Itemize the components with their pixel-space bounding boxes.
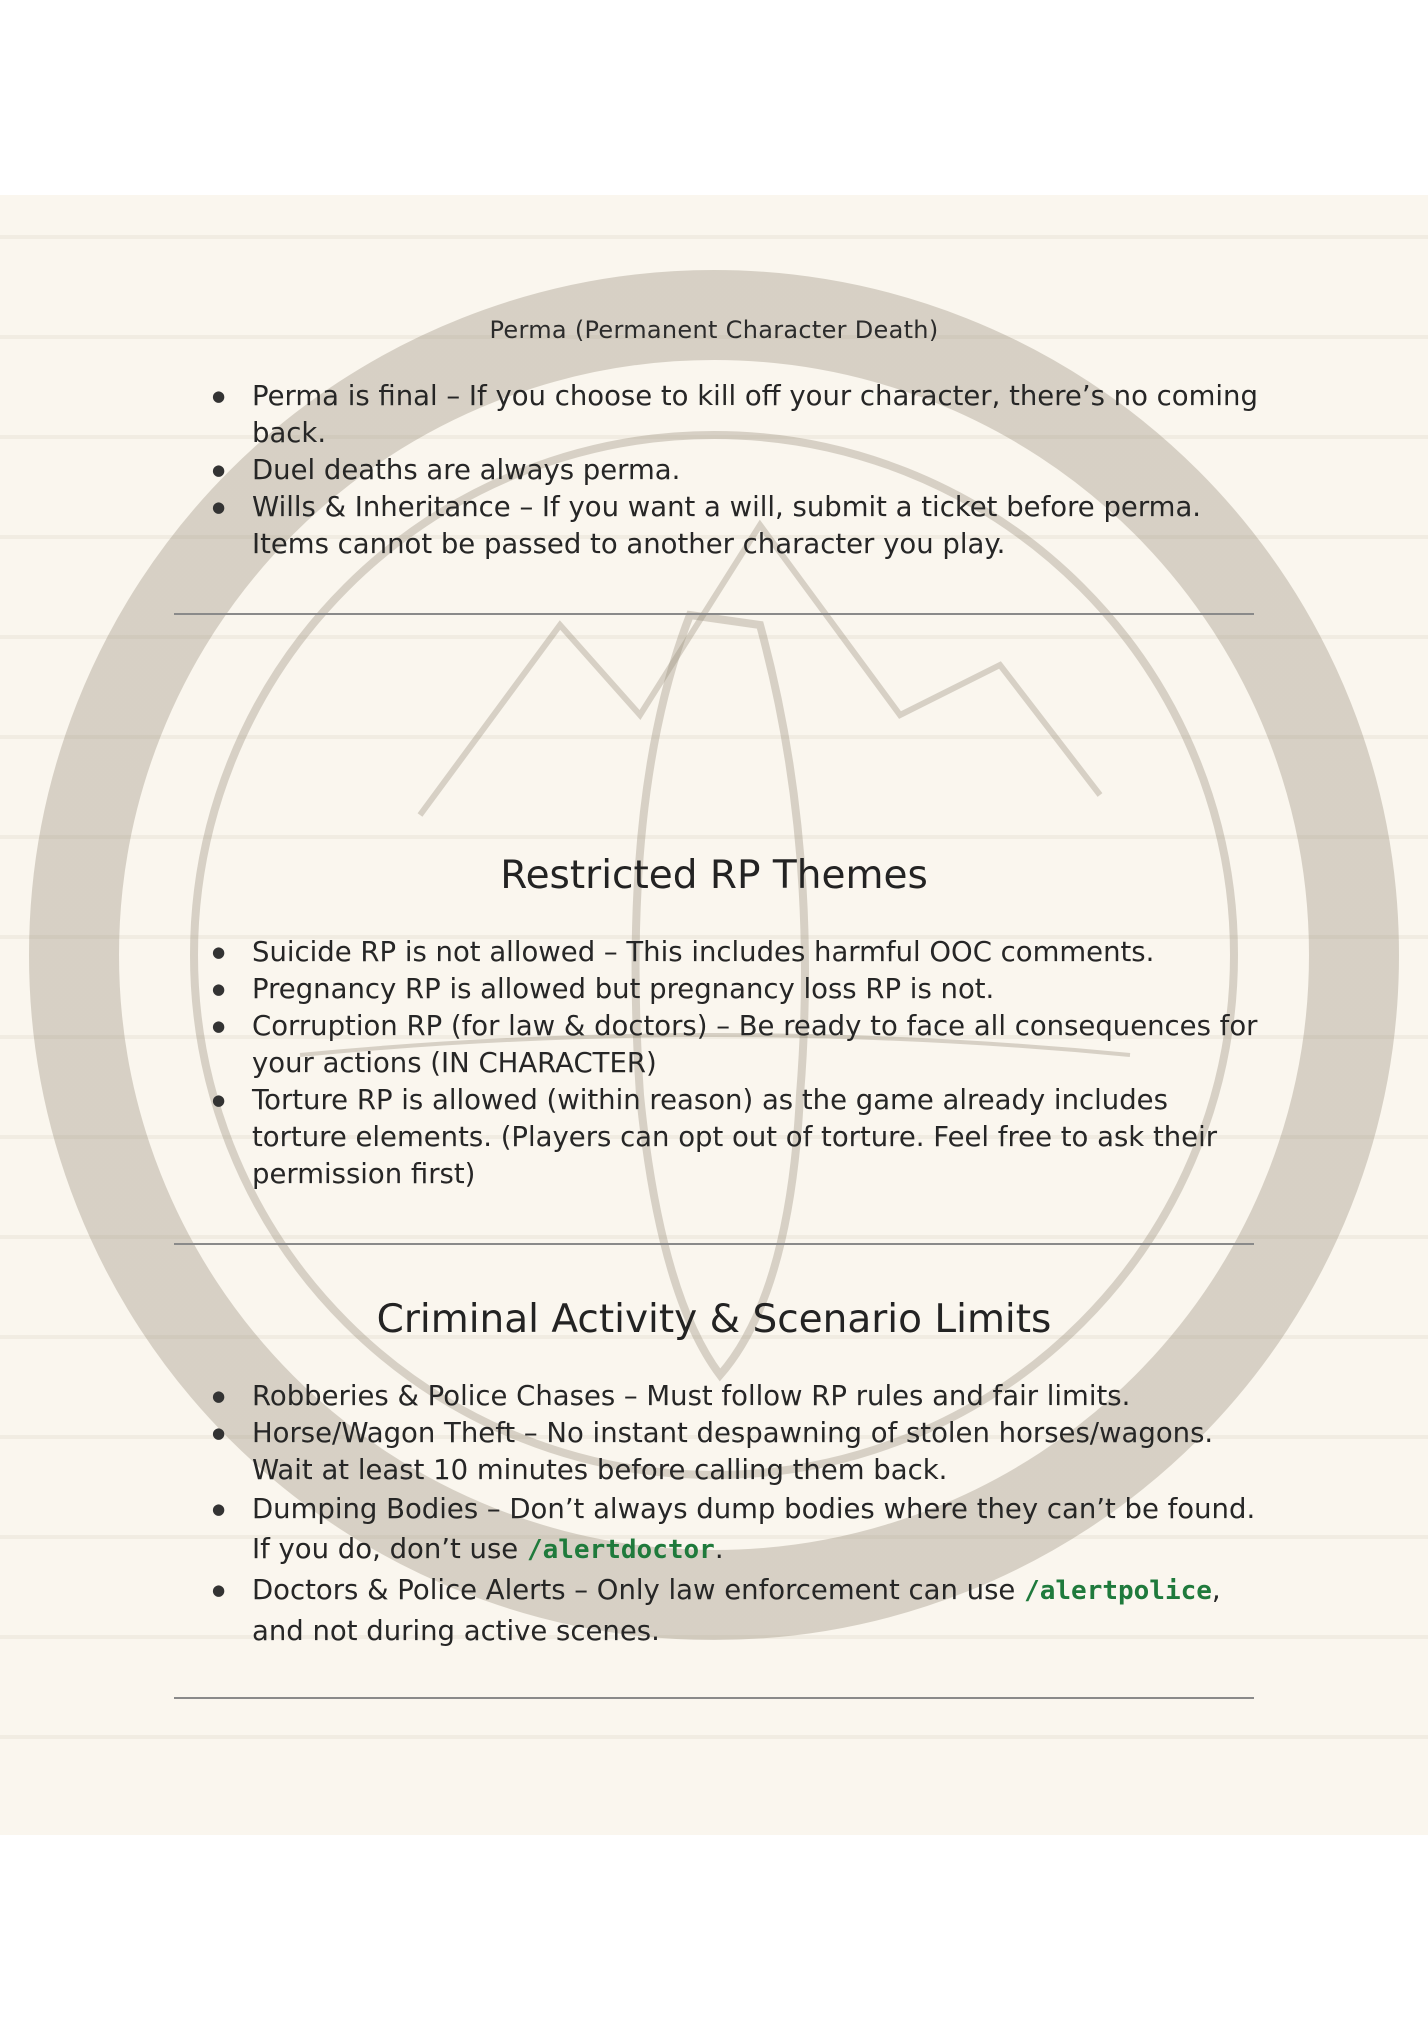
alertdoctor-command: /alertdoctor xyxy=(526,1535,715,1565)
list-item xyxy=(210,1570,1270,1651)
restricted-section-title: Restricted RP Themes xyxy=(500,853,928,898)
list-item: ● Pregnancy RP is allowed but pregnancy loss RP is not. xyxy=(210,971,1270,1008)
criminal-rules-list xyxy=(210,1378,1270,1651)
alerts-end: , and not during active scenes. xyxy=(252,1574,1221,1647)
perma-rules-list xyxy=(210,378,1270,563)
list-item: ● Duel deaths are always perma. xyxy=(210,452,1270,489)
alertpolice-command: /alertpolice xyxy=(1024,1576,1212,1606)
list-item: ● Suicide RP is not allowed – This includes harmful OOC comments. xyxy=(210,934,1270,971)
dumping-bodies-end: . xyxy=(714,1533,724,1565)
section-divider xyxy=(174,613,1254,615)
list-item: ● Wills & Inheritance – If you want a will, submit a ticket before perma. Items cannot be passed to another character you play. xyxy=(210,489,1270,563)
perma-section-title: Perma (Permanent Character Death) xyxy=(489,316,939,344)
criminal-section-title: Criminal Activity & Scenario Limits xyxy=(376,1297,1052,1342)
list-item: ● Perma is final – If you choose to kill off your character, there’s no coming back. xyxy=(210,378,1270,452)
list-item: ● Torture RP is allowed (within reason) as the game already includes torture elements. (Players can opt out of torture. Feel free to ask their permission first) xyxy=(210,1082,1270,1193)
section-divider xyxy=(174,1243,1254,1245)
section-divider xyxy=(174,1697,1254,1699)
alerts-text: Doctors & Police Alerts – Only law enforcement can use xyxy=(252,1574,1025,1606)
list-item: ● Corruption RP (for law & doctors) – Be ready to face all consequences for your actions (IN CHARACTER) xyxy=(210,1008,1270,1082)
dumping-bodies-text: Dumping Bodies – Don’t always dump bodies where they can’t be found. If you do, don’t use xyxy=(252,1493,1256,1565)
list-item: ● Horse/Wagon Theft – No instant despawning of stolen horses/wagons. Wait at least 10 minutes before calling them back. xyxy=(210,1415,1270,1489)
list-item xyxy=(210,1489,1270,1570)
list-item: ● Robberies & Police Chases – Must follow RP rules and fair limits. xyxy=(210,1378,1270,1415)
restricted-rules-list xyxy=(210,934,1270,1193)
